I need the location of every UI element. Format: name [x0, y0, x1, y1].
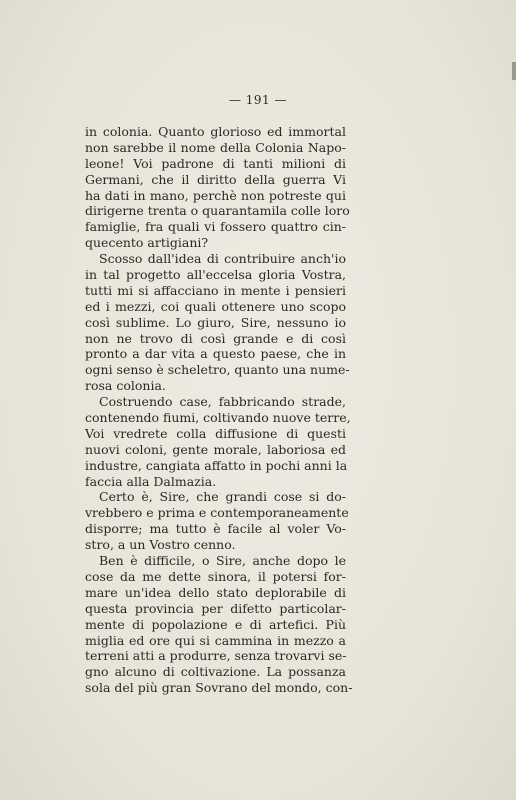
text-line: sola del più gran Sovrano del mondo, con- [85, 680, 353, 696]
text-line: Costruendo case, fabbricando strade, [99, 394, 346, 410]
text-line: stro, a un Vostro cenno. [85, 537, 236, 553]
text-line: vrebbero e prima e contemporaneamente [85, 505, 349, 521]
text-line: quecento artigiani? [85, 235, 209, 251]
text-line: faccia alla Dalmazia. [85, 473, 217, 489]
text-line: gno alcuno di coltivazione. La possanza [85, 664, 346, 680]
text-line: contenendo fiumi, coltivando nuove terre, [85, 410, 351, 426]
text-line: tutti mi si affacciano in mente i pensieri [85, 282, 346, 298]
text-line: in colonia. Quanto glorioso ed immortal [85, 124, 346, 139]
text-line: industre, cangiata affatto in pochi anni la [85, 457, 348, 473]
text-line: miglia ed ore qui si cammina in mezzo a [85, 632, 346, 648]
text-line: disporre; ma tutto è facile al voler Vo- [85, 521, 346, 537]
text-line: ha dati in mano, perchè non potreste qui [85, 187, 346, 203]
text-line: così sublime. Lo giuro, Sire, nessuno io [85, 314, 346, 330]
page-number: — 191 — [228, 93, 288, 107]
text-line: Germani, che il diritto della guerra Vi [85, 171, 346, 187]
body-text [85, 124, 353, 696]
text-line: terreni atti a produrre, senza trovarvi se- [85, 648, 347, 664]
text-line: dirigerne trenta o quarantamila colle loro [85, 203, 350, 219]
text-line: pronto a dar vita a questo paese, che in [85, 346, 346, 362]
text-line: mare un'idea dello stato deplorabile di [85, 584, 346, 600]
text-line: famiglie, fra quali vi fossero quattro cin- [85, 219, 346, 235]
text-line: non sarebbe il nome della Colonia Napo- [85, 139, 346, 155]
text-line: non ne trovo di così grande e di così [85, 330, 346, 346]
text-line: nuovi coloni, gente morale, laboriosa ed [85, 441, 346, 457]
text-line: Certo è, Sire, che grandi cose si do- [99, 489, 346, 505]
text-line: rosa colonia. [85, 378, 166, 394]
text-line: questa provincia per difetto particolar- [85, 600, 346, 616]
text-line: mente di popolazione e di artefici. Più [85, 616, 346, 632]
text-line: Voi vredrete colla diffusione di questi [85, 425, 346, 441]
text-line: Scosso dall'idea di contribuire anch'io [99, 251, 346, 267]
text-line: cose da me dette sinora, il potersi for- [85, 568, 346, 584]
text-line: ogni senso è scheletro, quanto una nume- [85, 362, 350, 378]
text-line: ed i mezzi, coi quali ottenere uno scopo [85, 298, 346, 314]
text-line: Ben è difficile, o Sire, anche dopo le [99, 553, 346, 569]
text-line: leone! Voi padrone di tanti milioni di [85, 155, 346, 171]
text-line: in tal progetto all'eccelsa gloria Vostra, [85, 267, 346, 283]
page-edge-mark [512, 62, 516, 80]
